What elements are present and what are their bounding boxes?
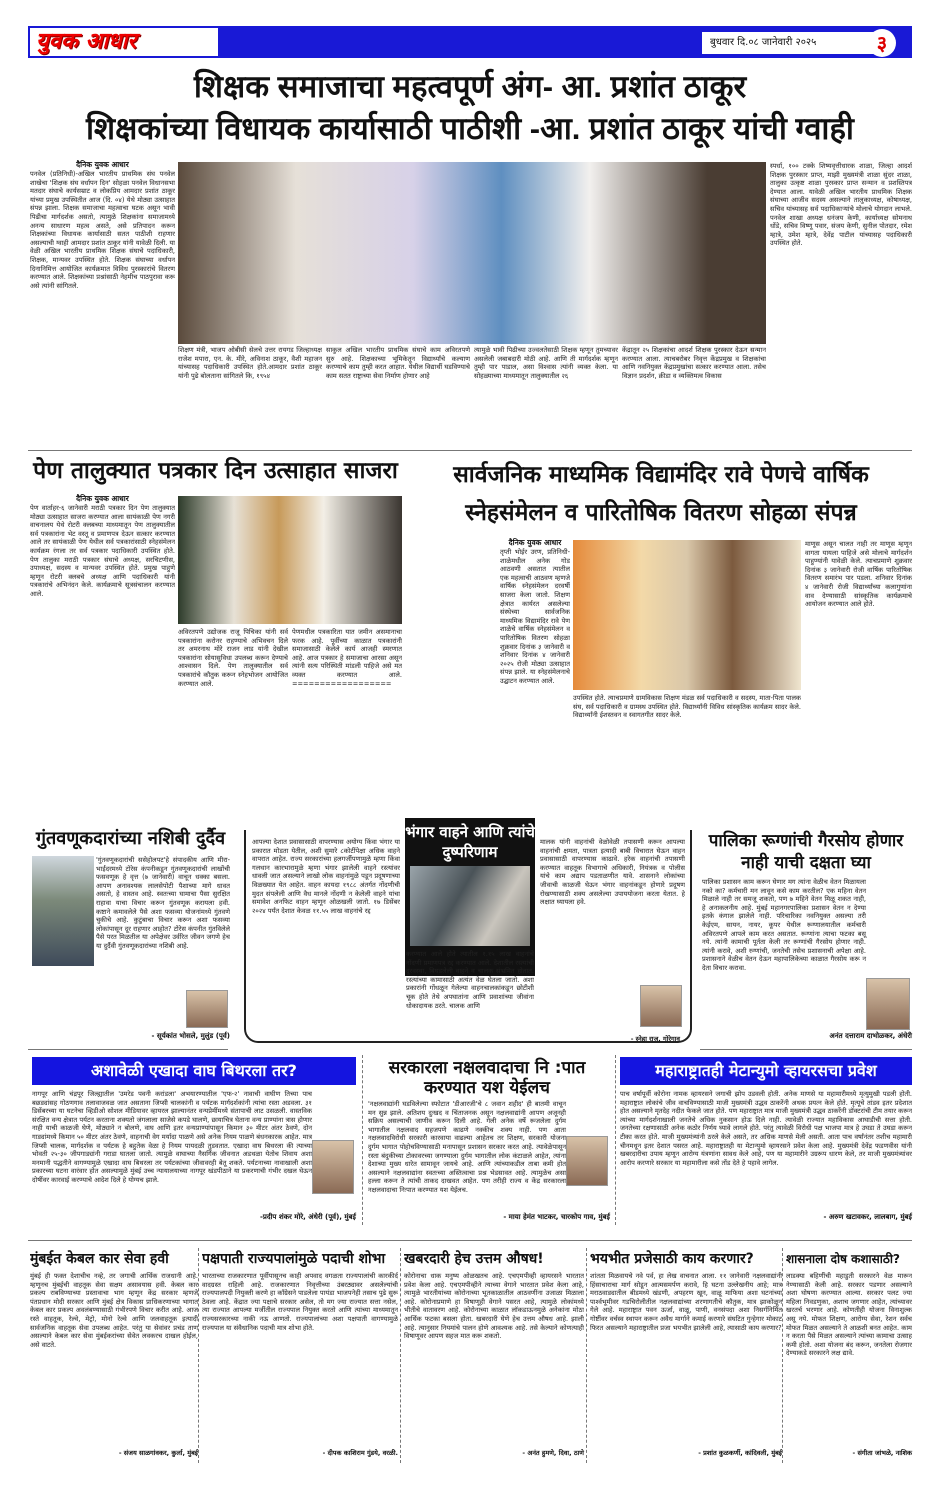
tiger-body: नागपूर आणि चंद्रपूर जिल्ह्यातील 'उमरेड पवनी करांडला' अभयारण्यातील 'एफ-२' नावाची वाघीण तिच्या पाच बछड्यांसह गोठणगाव तलावाजवळ जात असताना जिप्सी चालकांनी व पर्यटक मार्गदर्शकांनी त्यांचा रस्ता अडवला. ३१ डिसेंबरच्या या घटनेचा व्हिडीओ सोशल मीडियावर व्हायरल झाल्यानंतर वन्यप्रेमींमध्ये संतापाची लाट उसळली. वास्तविक संरक्षित वन्य क्षेत्रात पर्यटन करताना शक्यतो जंगलाला साजेसे कपडे घालणे, छायाचित्र घेताना वन्य प्राण्यांना त्रास होणार नाही याची काळजी घेणे, मोठ्याने न बोलणे, वाघ आणि इतर वन्यप्राण्यांपासून किमान ३० मीटर अंतर ठेवणे, दोन गाड्यांमध्ये किमान ५० मीटर अंतर ठेवणे, वाहनाची वेग मर्यादा पाळणे असे अनेक नियम पाळणे बंधनकारक आहेत. मात्र जिप्सी चालक, मार्गदर्शक व पर्यटक हे बहुतेक वेळा हे नियम पायदळी तुडवतात. एखादा वाघ बिथरला की त्याच्या भोवती २५-३० जीपगाड्यांनी गराडा घातला जातो. त्यामुळे वाघाच्या नैसर्गिक जीवनात अडथळा येतोच शिवाय अशा मनमानी पद्धतीने वागण्यामुळे एखादा वाघ बिथरला तर पर्यटकांच्या जीवावरही बेतू शकते. पर्यटनाच्या नावाखाली अशा प्रकारच्या घटना वारंवार होत असल्यामुळे मुंबई उच्च न्यायालयाच्या नागपूर खंडपीठाने या प्रकरणाची गंभीर दखल घेऊन दोषींवर कारवाई करण्याचे आदेश दिले हे योग्यच झाले. bbox=[32, 1090, 312, 1184]
letter-signature: - संगीता जांभळे, नाशिक bbox=[852, 1449, 912, 1457]
rawe-column-3: माणूस असून चालत नाही तर माणूस म्हणून वागता यायला पाहिजे असे मोलाचे मार्गदर्शन पाहुण्यांनी यावेळी केले. त्याचप्रमाणे शुक्रवार दिनांक ३ जानेवारी रोजी वार्षिक पारितोषिक वितरण समारंभ पार पडला. शनिवार दिनांक ४ जानेवारी रोजी विद्यार्थ्यांच्या कलागुणांना वाव देण्यासाठी सांस्कृतिक कार्यक्रमाचे आयोजन करण्यात आले होते. bbox=[805, 540, 912, 609]
pen-byline: दैनिक युवक आधार bbox=[76, 494, 129, 503]
letter-headline: शासनाला दोष कशासाठी? bbox=[786, 1252, 900, 1266]
lead-byline: दैनिक युवक आधार bbox=[76, 160, 129, 169]
metapneumo-signature: - अरुण खटावकर, लालबाग, मुंबई bbox=[823, 1213, 912, 1221]
naxal-headline: सरकारला नक्षलवादाचा नि :पात करण्यात यश येईलच bbox=[388, 1058, 586, 1098]
hospital-signature: अनंत दत्ताराम दाभोळकर, अंधेरी bbox=[829, 1032, 912, 1040]
letter-text: मुंबई ही फक्त देशाचीच नव्हे, तर जगाची आर्थिक राजधानी आहे. म्हणूनच मुंबईची वाहतूक सेवा सक्षम असावयास हवी. केबल कार प्रकल्प राबविण्याच्या प्रस्तावाचा भाग म्हणून केंद्र सरकार म्हणजे पंतप्रधान मोदी सरकार आणि मुंबई क्षेत्र विकास प्राधिकरणाच्या भागात केबल कार प्रकल्प अवलंबण्यासाठी गंभीरपणे विचार करीत आहे. आज रस्ते वाहतूक, रेल्वे, मेट्रो, मोनो रेल्वे आणि जलवाहतूक इत्यादी सार्वजनिक वाहतूक सेवा उपलब्ध आहेत. परंतु या सेवांवर प्रचंड ताण असल्याने केबल कार सेवा मुंबईकरांच्या सेवेत लवकरच दाखल होईल, असे वाटते. bbox=[30, 1272, 198, 1349]
lead-column-4: त्यामुळे भावी पिढीच्या उज्वलतेसाठी शिक्षक म्हणून तुमच्यावर असलेली जबाबदारी मोठी आहे. आणि ती मार्गदर्शक म्हणून तुम्ही पार पाडाल, असा विश्वास त्यांनी व्यक्त केला. या सोहळ्याच्या माध्यमातून तालुक्यातील २६ bbox=[474, 346, 618, 380]
letter-headline: पक्षपाती राज्यपालांमुळे पदाची शोभा bbox=[202, 1251, 386, 1267]
column-divider bbox=[586, 1248, 587, 1463]
investors-headline: गुंतवणूकदारांच्या नशिबी दुर्दैव bbox=[35, 828, 226, 849]
scrap-vehicles-photo bbox=[410, 866, 530, 946]
letter-text: शांतता मिळवायचे नवे पर्व, हा लेख वाचनात आला. ११ जानेवारी नक्षलवाद्यांनी हिंसाचाराचा मार्ग सोडून आत्मसमर्पण करावे, हि घटना उल्लेखनीय आहे; मात्र मराठवाड्यातील बीडमध्ये खंडणी, अपहरण खून, वाळू माफिया अशा घटनांच्या पार्श्वभूमीवर गडचिरोलीतील नक्षलवाद्यांच्या शरणागतीचे कौतुक, मात्र झाकोळून गेले आहे. महाराष्ट्रात पवन ऊर्जा, वाळू, पाणी, वनसंपदा अशा निसर्गनिर्मित गोष्टींवर वर्चस्व स्थापन करून अवैध मार्गाने कमाई करणारे संघटित गुन्हेगार मोकाट फिरत असल्याने महाराष्ट्रातील प्रजा भयभीत झालेली आहे, त्यासाठी काय करणार? bbox=[590, 1272, 782, 1332]
scrap-column-2: करण्यात आले होते त्यातील १.१५ लाख वाहनांचे नोंदणी प्रमाणपत्र रद्द करण्यात आले. देशातील रस्त्यांची दुरवस्था, बिघडलेली वाहने व चालक संभ्रमित होतात. रस्त्यांच्या कामासाठी अत्यंत वेळ घेतला जातो. अशा प्रकारांनी गोंधळून गेलेल्या वाहनचालकांकडून छोटीशी चूक होते तेथे अपघातांना आणि प्रवाशांच्या जीवांना धोकादायक ठरते. चालक आणि bbox=[406, 950, 534, 1010]
letter-text: कोरोनाचा धाक मनुष्य ओळखतच आहे. एचएमपीव्ही व्हायरसने भारतात प्रवेश केला आहे. एचएमपीव्हीने त्याच्या वेगाने भारतात प्रवेश केला आहे, त्यामुळे भारतीयांच्या कोरोनाच्या भूतकाळातील आठवणींना उजाळा मिळाला आहे. कोरोनाप्रमाणे हा विषाणूही वेगाने पसरत आहे, त्यामुळे लोकांमध्ये भीतीचे वातावरण आहे. कोरोनाच्या काळात लॉकडाऊनमुळे अनेकांना मोठा आर्थिक फटका बसला होता. खबरदारी घेणे हेच उत्तम औषध आहे. झाली आहे. त्यानुसार नियमांचे पालन होणे आवश्यक आहे. तसे केल्याने कोणत्याही विषाणूवर आपण सहज मात करू शकतो. bbox=[404, 1272, 584, 1341]
rawe-column-2: उपस्थित होते. त्याचप्रमाणे ग्रामविकास शिक्षण मंडळ सर्व पदाधिकारी व सदस्य, माता-पिता पालक संघ, सर्व पदाधिकारी व ग्रामस्थ उपस्थित होते. विद्यार्थ्यांनी विविध सांस्कृतिक कार्यक्रम सादर केले. विद्यार्थ्यांनी ईशस्तवन व स्वागतगीत सादर केले. bbox=[573, 694, 801, 720]
letter-signature: - दीपक काशिराम गुंडये, वरळी. bbox=[322, 1449, 398, 1457]
pen-column-1: पेण वार्ताहर-६ जानेवारी मराठी पत्रकार दिन पेण तालुक्यात मोठ्या उत्साहात साजरा करण्यात आला सायंकाळी पेण नगरी वाचनालय येथे रोटरी क्लबच्या माध्यमातून पेण तालुक्यातील सर्व पत्रकारांना भेट वस्तू व प्रमाणपत्र देऊन सत्कार करण्यात आले तर सायंकाळी पेण येथील सर्व पत्रकारांसाठी स्नेहसंमेलन कार्यक्रम रंगला तर सर्व पत्रकार पदाधिकारी उपस्थित होते. पेण तालुका मराठी पत्रकार संघाचे अध्यक्ष, सरचिटणीस, उपाध्यक्ष, सदस्य व मान्यवर उपस्थित होते. प्रमुख पाहुणे म्हणून रोटरी क्लबचे अध्यक्ष आणि पदाधिकारी यांनी पत्रकारांचे अभिनंदन केले. कार्यक्रमाचे सूत्रसंचालन करण्यात आले. bbox=[30, 504, 175, 598]
lead-headline-2: शिक्षकांच्या विधायक कार्यासाठी पाठीशी -आ. प्रशांत ठाकूर यांची ग्वाही bbox=[86, 111, 854, 146]
rawe-headline: सार्वजनिक माध्यमिक विद्यामंदिर रावे पेणचे वार्षिक स्नेहसंमेलन व पारितोषिक वितरण सोहळा संपन्न bbox=[453, 462, 869, 526]
letter-text: भारताच्या राजकारणात पूर्वीपासूनच काही अपवाद वगळता राज्यपालांची कारकीर्द वादग्रस्त राहिली आहे. राजकारणात निवृत्तीच्या उंबरठ्यावर असलेल्यांची राज्यपालपदी नियुक्ती करणे हा काँग्रेसने पाडलेला पायंडा भाजपनेही तसाच पुढे सुरू ठेवला आहे. केंद्रात ज्या पक्षाचे सरकार असेल, तो मग ज्या राज्यात सत्ता नसेल, त्या राज्यात आपल्या मर्जीतील राज्यपाल नियुक्त करतो आणि त्यांच्या माध्यमातून राज्यसरकारच्या नाकी नऊ आणतो. राज्यपालांच्या अशा पक्षपाती वागण्यामुळे राज्यपाल या संवैधानिक पदाची मात्र शोभा होते. bbox=[202, 1272, 398, 1332]
letter-signature: - प्रशांत कुळकर्णी, कांदिवली, मुंबई bbox=[698, 1449, 782, 1457]
letter-text: लाडक्या बहिणींची महाडुती सरकारने वेळ मारून नेण्यासाठी केली आहे. सरकार पडणार असल्याने अशा घोषणा करण्यात आल्या. सरकार पलट ज्या महिला निवडणुका, अशाच जगणार आहेत, त्यांच्यावर खरतर्च भरणार आहे. कोणतीही योजना विनाशुल्क असू नये. मोफत शिक्षण, आरोग्य सेवा, रेशन सर्वच मोफत मिळत असल्याने ते आळशी बनत आहेत. काम न करता पैसे मिळत असल्याने त्यांच्या कामाचा उत्साह कमी होतो. अशा योजना बंद करून, जनतेला रोजगार देण्याकडे सरकारने लक्ष द्यावे. bbox=[786, 1272, 912, 1358]
author-avatar bbox=[186, 990, 228, 1028]
naxal-body: 'नक्षलवाद्यांनी घडविलेल्या स्फोटात 'डीआरजी'चे ८ जवान शहीद' ही बातमी वाचून मन सुन्न झाले. अतिशय दुःखद व चिंताजनक असून नक्षलवाद्यांनी आपण अजूनही सक्रिय असल्याची जाणीव करून दिली आहे. गेली अनेक वर्षे रूजलेला दुर्गम भागातील नक्षलवाद सहजपणे काढणे नक्कीच शक्य नाही. पण आता नक्षलवादविरोधी सरकारी कारवाया वाढल्या आहेतच तर शिक्षण, सरकारी योजना दुर्गम भागात पोहोचविण्यासाठी मनापासून प्रशासन सरकार करत आहे. त्यावेळेपासून रस्ता बंदुकीच्या टोकावरच्या जगण्याला दुर्गम भागातील लोक कंटाळले आहेत, त्यांना देशाच्या मुख्य धारेत सामावून जायचे आहे. आणि त्यांच्याकडील ताबा कमी होत असल्याने नक्षलवाद्यांना स्वतःच्या अस्तित्वाचा प्रश्न भेडसावत आहे. त्यामुळेच असा हल्ला करून ते त्यांची ताकद दाखवत आहेत. पण तरीही राज्य व केंद्र सरकारला नक्षलवादाचा निःपात करण्यात यश येईलच. bbox=[368, 1100, 566, 1194]
column-divider bbox=[198, 1248, 199, 1463]
lead-photo-teachers-event bbox=[178, 162, 766, 344]
column-divider bbox=[615, 1055, 616, 1225]
scrap-headline: भंगार वाहने आणि त्यांचे दुष्परिणाम bbox=[405, 823, 535, 861]
divider bbox=[28, 450, 912, 451]
newspaper-logo: युवक आधार bbox=[30, 28, 218, 56]
lead-column-3: साकुल अखिल भारतीय प्राथमिक संघाचे काम अविरतपणे सुरु आहे. शिक्षकाच्या भूमिकेतून विद्यार्थ्यांचे कल्याण करण्याचे काम तुम्ही करत आहात. येथील विद्यार्थी घडविण्याचे काम सतत राष्ट्राच्या सेवा निर्माण होणार आहे bbox=[326, 346, 470, 380]
tiger-signature: -प्रदीप शंकर मोरे, अंधेरी (पूर्व), मुंबई bbox=[260, 1213, 356, 1221]
hospital-body: पालिका प्रशासन काम करून घेणार मग त्यांना वेळीच वेतन मिळायला नको का? कर्मचारी मन लावून कसे काम करतील? एक महिना वेतन मिळाले नाही तर समजू शकतो, पण ७ महिने वेतन मिळू शकत नाही, हे अनाकलनीय आहे. मुंबई महानगरपालिका प्रशासन वेतन न देण्या इतके कंगाल झालेले नाही. परिचारिका नवनियुक्त असल्या तरी केईएम, सायन, नायर, कूपर येथील रूग्णालयातील कर्मचारी अविरतपणे आपले काम करत असतात. रूग्णांना त्याचा फटका बसू नये. त्यांनी कामाची पूर्तता केली तर रूग्णांची गैरसोय होणार नाही. त्यांनी करावे, अशी रुग्णांची, जनतेची तसेच प्रशासनाची अपेक्षा आहे. प्रशासनाने वेळीच वेतन देऊन महापालिकेच्या काळात गैरसोय करू न देता विचार करावा. bbox=[702, 878, 866, 972]
column-divider bbox=[362, 1055, 363, 1225]
lead-column-1: पनवेल (प्रतिनिधी)-अखिल भारतीय प्राथमिक संघ पनवेल शाखेचा 'शिक्षक संघ वर्धापन दिन' सोहळा पनवेल विधानसभा मतदार संघाचे कार्यसम्राट व लोकप्रिय आमदार प्रशांत ठाकूर यांच्या प्रमुख उपस्थितीत आज (दि. ०४) येथे मोठ्या उत्साहात संपन्न झाला. शिक्षक समाजाचा महत्वाचा घटक असून भावी पिढीचा मार्गदर्शक असतो, त्यामुळे शिक्षकांना समाजामध्ये अनन्य साधारण महत्व असते, असे प्रतिपादन करून शिक्षकांच्या विधायक कार्यासाठी सतत पाठीशी राहणार असल्याची ग्वाही आमदार प्रशांत ठाकूर यांनी यावेळी दिली. या वेळी अखिल भारतीय प्राथमिक शिक्षक संघाचे पदाधिकारी, शिक्षक, मान्यवर उपस्थित होते. शिक्षक संघाच्या वर्धापन दिनानिमित्त आयोजित कार्यक्रमात विविध पुरस्कारांचे वितरण करण्यात आले. शिक्षकांच्या प्रश्नांसाठी नेहमीच पाठपुरावा करू असे त्यांनी सांगितले. bbox=[30, 170, 175, 290]
letter-headline: मुंबईत केबल कार सेवा हवी bbox=[30, 1251, 169, 1267]
pen-column-2: अविरतपणे उद्योजक राजू पिचिका यांनी सर्व पत्रकारांना करोनर राहण्याचे अभिवचन दिले तर अमरनाथ मोरे राजन लाड यांनी देखील पत्रकारांना सोयासुविधा उपलब्ध करून देण्याचे आश्वासन दिले. पेण तालुक्यातील सर्व पत्रकारांचे कौतुक करून स्नेहभोजन आयोजित करण्यात आले. bbox=[178, 628, 288, 688]
author-avatar bbox=[312, 1140, 354, 1194]
page-number: ३ bbox=[868, 29, 896, 57]
scrap-column-1: आपल्या देशात प्रवासासाठी वापरण्यास अयोग्य किंवा भंगार या प्रकारात मोडता येतील, अशी सुमारे ८कोटींपेक्षा अधिक वाहने वापरात आहेत. राज्य सरकारांच्या हलगर्जीपणामुळे म्हणा किंवा गलथान कारभारामुळे म्हणा भंगार झालेली वाहने रस्त्यांवर धावली जात असल्याने लाखो लोक वाहनांमुळे पडून प्रदूषणाच्या विळख्यात येत आहेत. वाहन कायदा १९८८ अंतर्गत नोंदणीची मुदत संपलेली आणि वैध मानले नोंदणी न केलेली वाहने यांचा समावेश अनफिट वाहन म्हणून ओळखली जातो. १७ डिसेंबर २०२४ पर्यंत देशात केवळ ११.५५ लाख वाहनांचे रद्द bbox=[252, 838, 400, 915]
metapneumo-text: पाच वर्षापूर्वी कोरोना नामक व्हायरसने जगाची झोप उडवली होती. अनेक माणसे या महामारीमध्ये मृत्युमुखी पडली होती. महाराष्ट्रात लोकांचे जीव वाचविण्यासाठी माजी मुख्यमंत्री उद्धव ठाकरेंनी अथक प्रयत्न केले होते. मृत्यूचे तांडव इतर प्रदेशात होत असल्याने मृतदेह नदीत फेकले जात होते. पण महाराष्ट्रात मात्र माजी मुख्यमंत्री उद्धव ठाकरेंनी डॉक्टरांची टीम तयार करून त्यांच्या मार्गदर्शनाखाली जनतेचे अधिक नुकसान होऊ दिले नाही. त्यावेळी राज्यात महाविकास आघाडीची सत्ता होती. जनतेच्या रक्षणासाठी अनेक कठोर निर्णय घ्यावे लागले होते. परंतु त्यावेळी विरोधी पक्ष भाजपा मात्र हे उघडा ते उघडा करून टीका करत होते. माजी मुख्यमंत्र्यांनी ठरले केले असते, तर अधिक माणसे मेली असती. आता पाच वर्षांनंतर तशीच महामारी चीनमधून इतर देशात पसरत आहे. महाराष्ट्रातही या मेटान्युमो व्हायरसने प्रवेश केला आहे. मुख्यमंत्री देवेंद्र फडणवीस यांनी खबरदारीचा उपाय म्हणून आरोग्य यंत्रणांना सावध केले आहे, पण या महामारीने उग्ररूप धारण केले, तर माजी मुख्यमंत्र्यांवर आरोप करणारे सरकार या महामारीला कसे तोंड देते हे पहावे लागेल. bbox=[620, 1090, 912, 1167]
scrap-column-3: मालक यांनी वाहनांची वेळोवेळी तपासणी करून आपल्या वाहनांची क्षमता, पात्रता इत्यादी बाबी विचारात घेऊन वाहन प्रवासासाठी वापरण्यास काढावे. हरेक वाहनांची तपासणी करण्यात वाहतूक विभागाचे अधिकारी, नियंत्रक व पोलीस यांचे काम अद्याप पडताळणीत यावे. शासनाने लोकांच्या जीवाची काळजी घेऊन भंगार वाहनांकडून होणारे प्रदूषण रोखण्यासाठी शक्य असलेल्या उपाययोजना करता येतात. हे लक्षात घ्यायला हवे. bbox=[540, 838, 685, 907]
pen-headline: पेण तालुक्यात पत्रकार दिन उत्साहात साजरा bbox=[33, 458, 398, 484]
rawe-photo-ceremony bbox=[573, 540, 801, 690]
divider bbox=[700, 1049, 912, 1050]
column-divider bbox=[782, 1248, 783, 1463]
rawe-column-1: तृप्ती भोईर उरण, प्रतिनिधी- शाळेमधील अनेक गोड आठवणी असतात त्यातील एक महत्वाची आठवण म्हणजे वार्षिक स्नेहसंमेलन दरवर्षी साजरा केला जातो. शिक्षण क्षेत्रात कार्यरत असलेल्या संस्थेच्या सार्वजनिक माध्यमिक विद्यामंदिर रावे पेण शाळेचे वार्षिक स्नेहसंमेलन व पारितोषिक वितरण सोहळा शुक्रवार दिनांक ३ जानेवारी व शनिवार दिनांक ४ जानेवारी २०२५ रोजी मोठ्या उत्साहात संपन्न झाले. या स्नेहसंमेलनाचे उद्घाटन करण्यात आले. bbox=[500, 548, 570, 685]
issue-date: बुधवार दि.०८ जानेवारी २०२५ bbox=[702, 32, 884, 54]
column-divider bbox=[400, 1248, 401, 1463]
author-avatar bbox=[866, 978, 910, 1030]
author-avatar bbox=[640, 985, 682, 1027]
pen-photo-journalists bbox=[178, 496, 402, 624]
author-avatar bbox=[566, 1136, 608, 1186]
float-spacer bbox=[30, 856, 96, 966]
scrap-signature: - स्नेहा राज, गोरेगाव bbox=[630, 1035, 680, 1043]
rawe-byline: दैनिक युवक आधार bbox=[508, 538, 562, 547]
pen-column-3: पेणमधील पत्रकारिता यात जमीन असमानाचा फरक आहे. पूर्वीच्या काळात पत्रकारांनी समाजासाठी केलेले कार्य आजही स्मरणात आहे. आज पत्रकार हे समाजाचा आरसा असून त्यांनी सत्य परिस्थिती मांडली पाहिजे असे मत व्यक्त करण्यात आले. ================== bbox=[292, 628, 402, 688]
naxal-signature: - माया हेमंत भाटकर, चारकोप गाव, मुंबई bbox=[503, 1213, 610, 1221]
lead-headline-1: शिक्षक समाजाचा महत्वपूर्ण अंग- आ. प्रशांत ठाकूर bbox=[193, 69, 747, 104]
divider bbox=[28, 1240, 912, 1241]
divider bbox=[28, 1049, 228, 1050]
tiger-text bbox=[32, 1090, 356, 1210]
investors-body: 'गुंतवणूकदारांची ससेहोलपट'हे संपादकीय आणि मीरा-भाईंदरमध्ये टोरेस कंपनीकडून गुंतवणूकदारांची लाखोंची फसवणूक हे वृत्त (७ जानेवारी) वाचून धक्का बसला. आपण अनावश्यक लालसेपोटी पैशाच्या मागे धावत असतो, हे वास्तव आहे. स्वतःच्या घामाचा पैसा सुरक्षित राहावा याचा विचार करून गुंतवणूक करायला हवी. कष्टाने कमावलेले पैसे अशा फसव्या योजनांमध्ये गुंतवणे चुकीचे आहे. कुटुंबाचा विचार करून अशा फसव्या लोकांपासून दूर राहणार आहोत? टोरेस कंपनीत गुंतविलेले पैसे परत मिळतील या अपेक्षेवर उर्वरित जीवन जगणे हेच या दुर्दैवी गुंतवणूकदारांच्या नशिबी आहे. bbox=[96, 856, 230, 950]
letter-signature: - अनंत हुमणे, दिवा, ठाणे bbox=[522, 1449, 584, 1457]
metapneumo-headline: महाराष्ट्रातही मेटान्युमो व्हायरसचा प्रवेश bbox=[620, 1057, 912, 1085]
letter-signature: - संजय साळगांवकर, कुर्ला, मुंबई bbox=[118, 1449, 198, 1457]
letter-headline: खबरदारी हेच उत्तम औषध! bbox=[404, 1251, 544, 1267]
hospital-headline: पालिका रूग्णांची गैरसोय होणार नाही याची दक्षता घ्या bbox=[708, 831, 904, 873]
tiger-headline: अशावेळी एखादा वाघ बिथरला तर? bbox=[32, 1057, 356, 1085]
lead-column-6: स्पर्धा, १०० टक्के शिष्यवृत्तीधारक शाळा, जिल्हा आदर्श शिक्षक पुरस्कार प्राप्त, माझी मुख्यमंत्री शाळा सुंदर शाळा, तालुका उत्कृष्ट शाळा पुरस्कार प्राप्त सन्मान व प्रशस्तिपत्र देण्यात आला. यावेळी अखिल भारतीय प्राथमिक शिक्षक संघाच्या आजीव सदस्य असल्याने तालुकाध्यक्ष, कोषाध्यक्ष, सचिव यांच्यासह सर्व पदाधिकाऱ्यांचे मोलाचे योगदान लाभले. पनवेल शाखा अध्यक्ष धनंजय केणी, कार्याध्यक्ष सोमनाथ धोंडे, सचिव विष्णू पवार, संजय केणी, सुनील पोतदार, रमेश म्हात्रे, उमेश म्हात्रे, देवेंद्र पाटील यांच्यासह पदाधिकारी उपस्थित होते. bbox=[770, 162, 912, 248]
investors-signature: - सूर्यकांत भोसले, मुलुंड (पूर्व) bbox=[151, 1032, 230, 1040]
lead-column-2: शिक्षण मंत्री, भाजप ओबीसी सेलचे उत्तर रायगड जिल्हाध्यक्ष राजेश मपारा, एन. के. मीरे, अविनाश ठाकूर, वैशी महाजन यांच्यासह पदाधिकारी उपस्थित होते.आमदार प्रशांत ठाकूर यांनी पुढे बोलताना सांगितले कि, १९५४ bbox=[178, 346, 322, 380]
letter-headline: भयभीत प्रजेसाठी काय करणार? bbox=[590, 1251, 754, 1267]
lead-column-5: केंद्रातून २५ शिक्षकांचा आदर्श शिक्षक पुरस्कार देऊन सन्मान करण्यात आला. त्याचबरोबर निवृत्त केंद्रप्रमुख व शिक्षकांचा आणि नवनियुक्त केंद्रप्रमुखांचा सत्कार करण्यात आला. तसेच विज्ञान प्रदर्शन, क्रीडा व व्यक्तिमत्व विकास bbox=[622, 346, 766, 380]
